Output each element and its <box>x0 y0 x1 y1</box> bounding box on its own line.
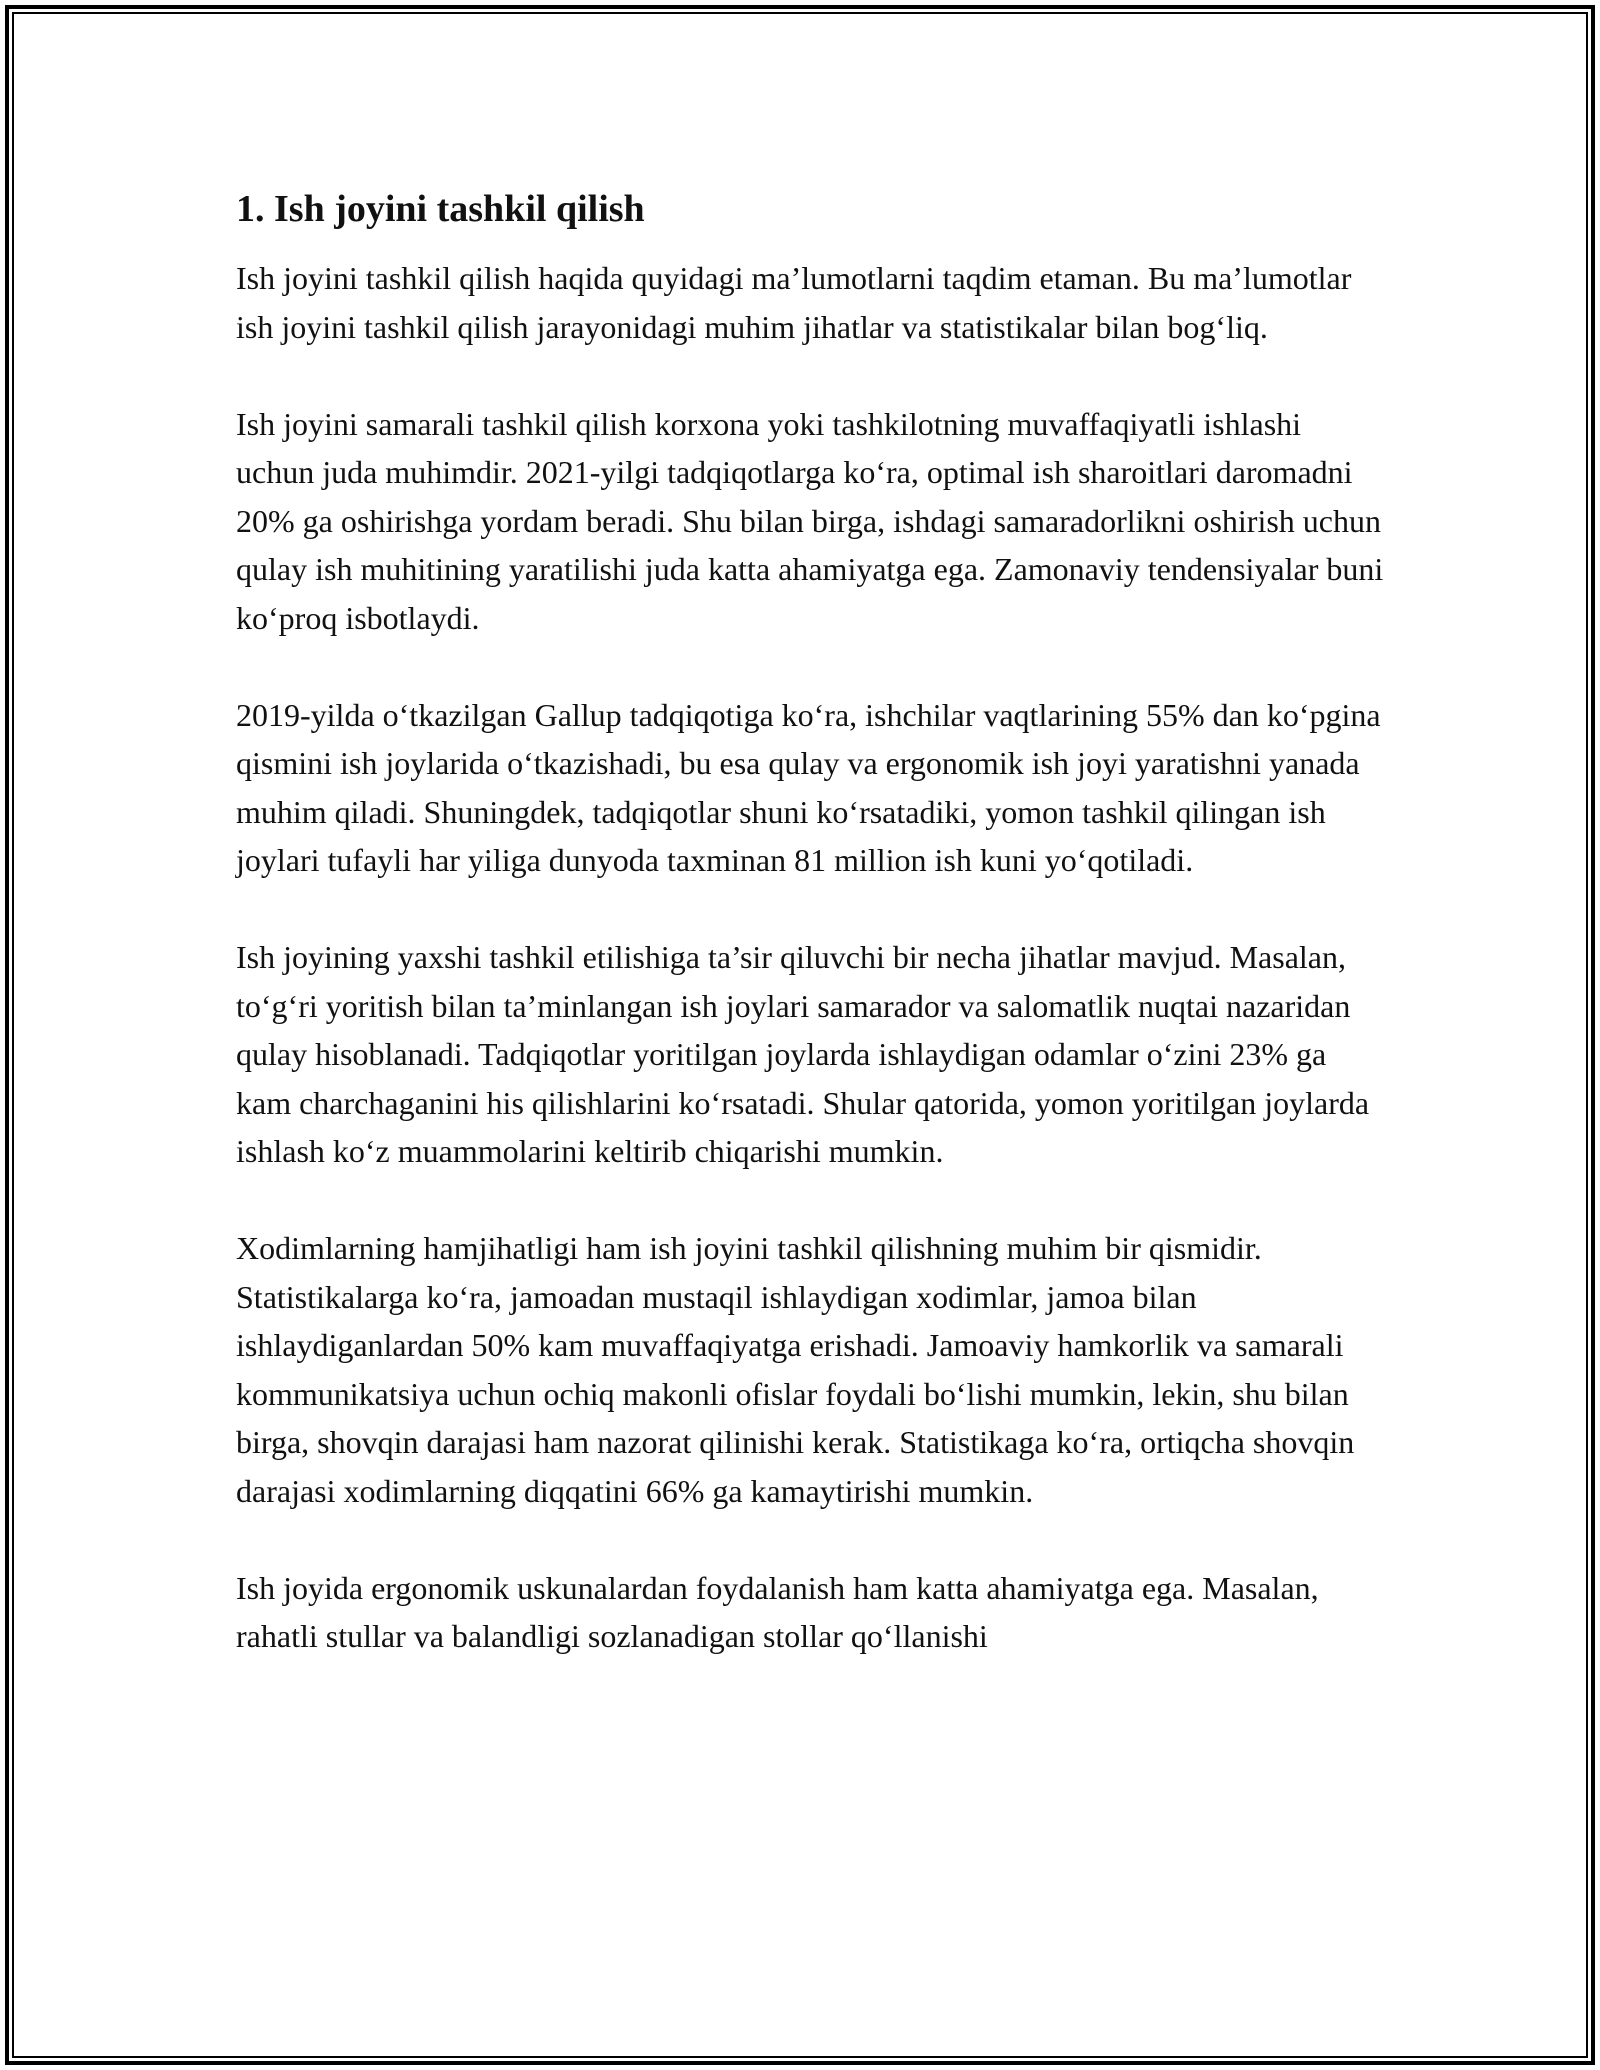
paragraph-teamwork: Xodimlarning hamjihatligi ham ish joyini tashkil qilishning muhim bir qismidir. Statistikalarga ko‘ra, jamoadan mustaqil ishlaydigan xodimlar, jamoa bilan ishlaydiganlardan 50% kam muvaffaqiyatga erishadi. Jamoaviy hamkorlik va samarali kommunikatsiya uchun ochiq makonli ofislar foydali bo‘lishi mumkin, lekin, shu bilan birga, shovqin darajasi ham nazorat qilinishi kerak. Statistikaga ko‘ra, ortiqcha shovqin darajasi xodimlarning diqqatini 66% ga kamaytirishi mumkin. <box>236 1230 1355 1509</box>
paragraph-intro: Ish joyini tashkil qilish haqida quyidagi ma’lumotlarni taqdim etaman. Bu ma’lumotlar ish joyini tashkil qilish jarayonidagi muhim jihatlar va statistikalar bilan bog‘liq. <box>236 260 1352 345</box>
paragraph-gallup-study: 2019-yilda o‘tkazilgan Gallup tadqiqotiga ko‘ra, ishchilar vaqtlarining 55% dan ko‘pgina qismini ish joylarida o‘tkazishadi, bu esa qulay va ergonomik ish joyi yaratishni yanada muhim qiladi. Shuningdek, tadqiqotlar shuni ko‘rsatadiki, yomon tashkil qilingan ish joylari tufayli har yiliga dunyoda taxminan 81 million ish kuni yo‘qotiladi. <box>236 696 1381 878</box>
paragraph-ergonomics: Ish joyida ergonomik uskunalardan foydalanish ham katta ahamiyatga ega. Masalan, rahatli stullar va balandligi sozlanadigan stollar qo‘llanishi <box>236 1569 1319 1654</box>
paragraph-efficiency: Ish joyini samarali tashkil qilish korxona yoki tashkilotning muvaffaqiyatli ishlashi uchun juda muhimdir. 2021-yilgi tadqiqotlarga ko‘ra, optimal ish sharoitlari daromadni 20% ga oshirishga yordam beradi. Shu bilan birga, ishdagi samaradorlikni oshirish uchun qulay ish muhitining yaratilishi juda katta ahamiyatga ega. Zamonaviy tendensiyalar buni ko‘proq isbotlaydi. <box>236 405 1384 636</box>
section-heading: 1. Ish joyini tashkil qilish <box>236 188 645 230</box>
document-body <box>236 186 1386 1709</box>
paragraph-lighting: Ish joyining yaxshi tashkil etilishiga ta’sir qiluvchi bir necha jihatlar mavjud. Masalan, to‘g‘ri yoritish bilan ta’minlangan ish joylari samarador va salomatlik nuqtai nazaridan qulay hisoblanadi. Tadqiqotlar yoritilgan joylarda ishlaydigan odamlar o‘zini 23% ga kam charchaganini his qilishlarini ko‘rsatadi. Shular qatorida, yomon yoritilgan joylarda ishlash ko‘z muammolarini keltirib chiqarishi mumkin. <box>236 939 1370 1169</box>
